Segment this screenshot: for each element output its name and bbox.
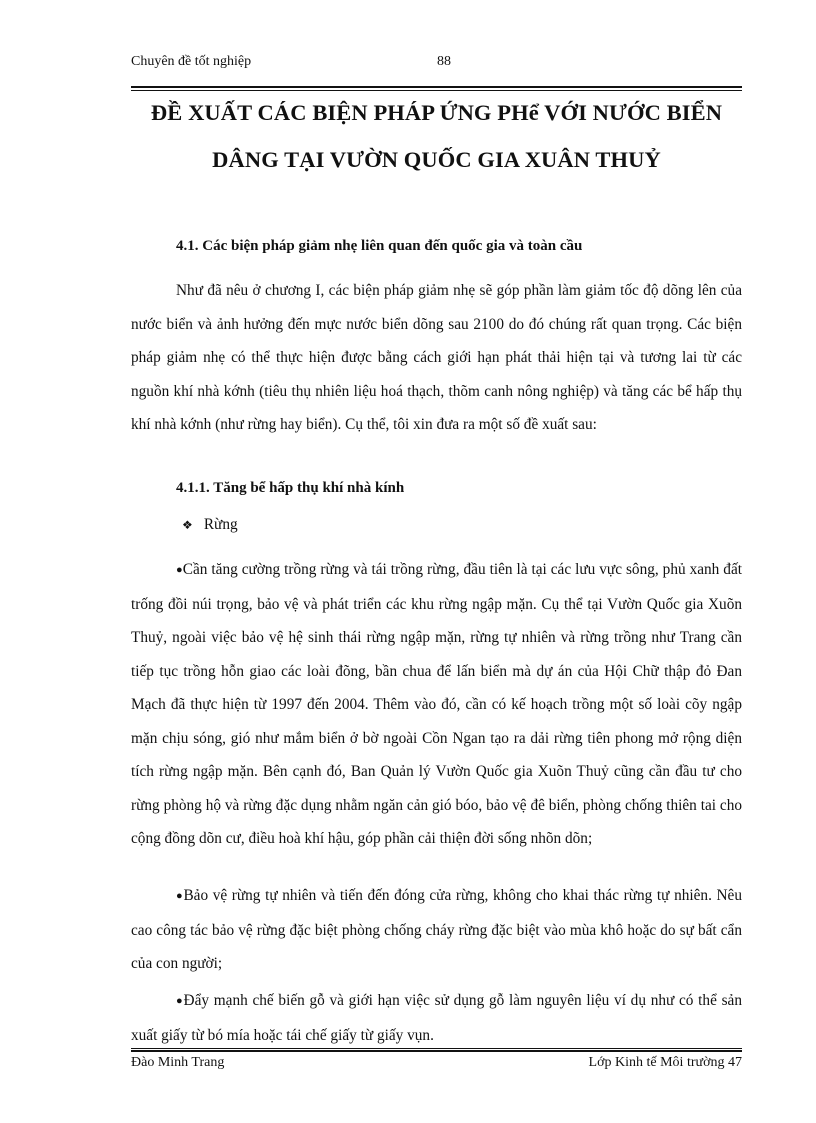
body-paragraph-intro: Như đã nêu ở chương I, các biện pháp giảm nhẹ sẽ góp phần làm giảm tốc độ dõng lên của nước biển và ảnh hưởng đến mực nước biển dõng sau 2100 do đó chúng rất quan trọng. Các biện pháp giảm nhẹ có thể thực hiện được bằng cách giới hạn phát thải hiện tại và tương lai từ các nguồn khí nhà kớnh (tiêu thụ nhiên liệu hoá thạch, thõm canh nông nghiệp) và tăng các bể hấp thụ khí nhà kớnh (như rừng hay biển). Cụ thể, tôi xin đưa ra một số đề xuất sau:	[131, 282, 742, 433]
section-heading: 4.1. Các biện pháp giảm nhẹ liên quan đến quốc gia và toàn cầu	[176, 238, 583, 254]
round-bullet-icon: ●	[176, 890, 184, 902]
round-bullet-icon: ●	[176, 995, 184, 1007]
subsection-heading: 4.1.1. Tăng bể hấp thụ khí nhà kính	[176, 480, 405, 496]
round-bullet-icon: ●	[176, 564, 183, 576]
bullet-text: Cần tăng cường trồng rừng và tái trồng rừng, đầu tiên là tại các lưu vực sông, phủ xanh đất trống đồi núi trọng, bảo vệ và phát triển các khu rừng ngập mặn. Cụ thể tại Vườn Quốc gia Xuõn Thuỷ, ngoài việc bảo vệ hệ sinh thái rừng ngập mặn, rừng tự nhiên và rừng trồng như Trang cần tiếp tục trồng hỗn giao các loài đõng, bần chua để lấn biển mà dự án của Hội Chữ thập đỏ Đan Mạch đã thực hiện từ 1997 đến 2004. Thêm vào đó, cần có kế hoạch trồng một số loài cõy ngập mặn chịu sóng, gió như mắm biển ở bờ ngoài Cồn Ngan tạo ra dải rừng tiên phong mở rộng diện tích rừng ngập mặn. Bên cạnh đó, Ban Quản lý Vườn Quốc gia Xuõn Thuỷ cũng cần đầu tư cho rừng phòng hộ và rừng đặc dụng nhằm ngăn cản gió bóo, bảo vệ đê biển, phòng chống thiên tai cho cộng đồng dõn cư, điều hoà khí hậu, góp phần cải thiện đời sống nhõn dõn;	[131, 561, 742, 847]
bullet-text: Đẩy mạnh chế biến gỗ và giới hạn việc sử dụng gỗ làm nguyên liệu ví dụ như có thể sản xuất giấy từ bó mía hoặc tái chế giấy từ giấy vụn.	[131, 992, 742, 1044]
bullet-text: Bảo vệ rừng tự nhiên và tiến đến đóng cửa rừng, không cho khai thác rừng tự nhiên. Nêu cao công tác bảo vệ rừng đặc biệt phòng chống cháy rừng đặc biệt vào mùa khô hoặc do sự bất cẩn của con người;	[131, 887, 742, 972]
footer-double-rule	[131, 1048, 742, 1052]
chapter-title: ĐỀ XUẤT CÁC BIỆN PHÁP ỨNG PHể VỚI NƯỚC BIỂN DÂNG TẠI VƯỜN QUỐC GIA XUÂN THUỶ	[150, 100, 723, 172]
page-header	[131, 52, 742, 74]
page-number: 88	[437, 54, 451, 69]
bullet-item-forest	[182, 516, 238, 534]
footer-author: Đào Minh Trang	[131, 1055, 225, 1070]
bullet-label: Rừng	[203, 516, 238, 533]
diamond-bullet-icon: ❖	[182, 518, 193, 532]
bullet-paragraph-wood-processing	[131, 984, 742, 1052]
footer-class: Lớp Kinh tế Môi trường 47	[588, 1055, 742, 1070]
bullet-paragraph-planting	[131, 553, 742, 856]
header-document-type: Chuyên đề tốt nghiệp	[131, 54, 252, 69]
bullet-paragraph-protection	[131, 879, 742, 981]
